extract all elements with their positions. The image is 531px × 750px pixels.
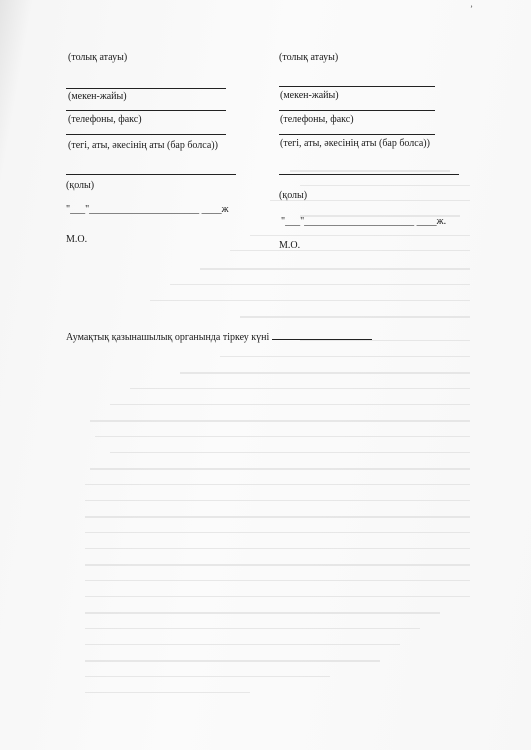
bleed-line [150, 300, 470, 301]
registration-date-line [272, 330, 372, 340]
left-person-line [66, 134, 226, 135]
right-address-label: (мекен-жайы) [280, 90, 339, 101]
left-full-name-label: (толық атауы) [68, 52, 128, 63]
bleed-line [85, 612, 440, 614]
right-date-line: "___"______________________ ____ж. [281, 216, 447, 227]
registration-label: Аумақтық қазынашылық органында тіркеу күні [66, 332, 270, 343]
right-phone-line [279, 110, 435, 111]
bleed-line [85, 660, 380, 662]
left-person-label: (тегі, аты, әкесінің аты (бар болса)) [68, 140, 218, 151]
left-address-line [66, 88, 226, 89]
bleed-line [200, 268, 470, 270]
bleed-line [85, 580, 470, 581]
bleed-line [85, 644, 400, 645]
bleed-line [85, 628, 420, 629]
bleed-line [230, 250, 470, 251]
right-person-label: (тегі, аты, әкесінің аты (бар болса)) [280, 138, 430, 149]
bleed-line [300, 185, 470, 186]
left-date-line: "___"______________________ ____ж [66, 204, 229, 215]
bleed-line [85, 676, 330, 677]
right-address-line [279, 86, 435, 87]
bleed-line [90, 468, 470, 470]
right-person-line [279, 134, 435, 135]
bleed-line [170, 284, 470, 285]
right-phone-label: (телефоны, факс) [280, 114, 354, 125]
bleed-line [130, 388, 470, 389]
bleed-line [85, 484, 470, 485]
right-signature-label: (қолы) [279, 190, 308, 201]
bleed-line [85, 548, 470, 549]
registration-row [66, 330, 426, 343]
bleed-line [110, 452, 470, 453]
right-signature-line [279, 174, 459, 175]
bleed-line [180, 372, 470, 374]
scan-mark: ʼ [470, 4, 473, 14]
bleed-line [250, 235, 470, 236]
bleed-line [220, 356, 470, 357]
bleed-line [85, 564, 470, 566]
bleed-line [290, 170, 450, 172]
left-phone-line [66, 110, 226, 111]
bleed-line [110, 404, 470, 405]
right-full-name-label: (толық атауы) [279, 52, 339, 63]
left-stamp-label: М.О. [66, 234, 88, 245]
bleed-line [85, 692, 250, 693]
right-stamp-label: М.О. [279, 240, 301, 251]
bleed-line [85, 500, 470, 501]
left-signature-line [66, 174, 236, 175]
bleed-line [240, 316, 470, 318]
left-signature-label: (қолы) [66, 180, 95, 191]
left-address-label: (мекен-жайы) [68, 91, 127, 102]
bleed-line [95, 436, 470, 437]
bleed-line [85, 516, 470, 518]
bleed-line [90, 420, 470, 422]
left-phone-label: (телефоны, факс) [68, 114, 142, 125]
bleed-line [85, 532, 470, 533]
bleed-line [85, 596, 470, 597]
